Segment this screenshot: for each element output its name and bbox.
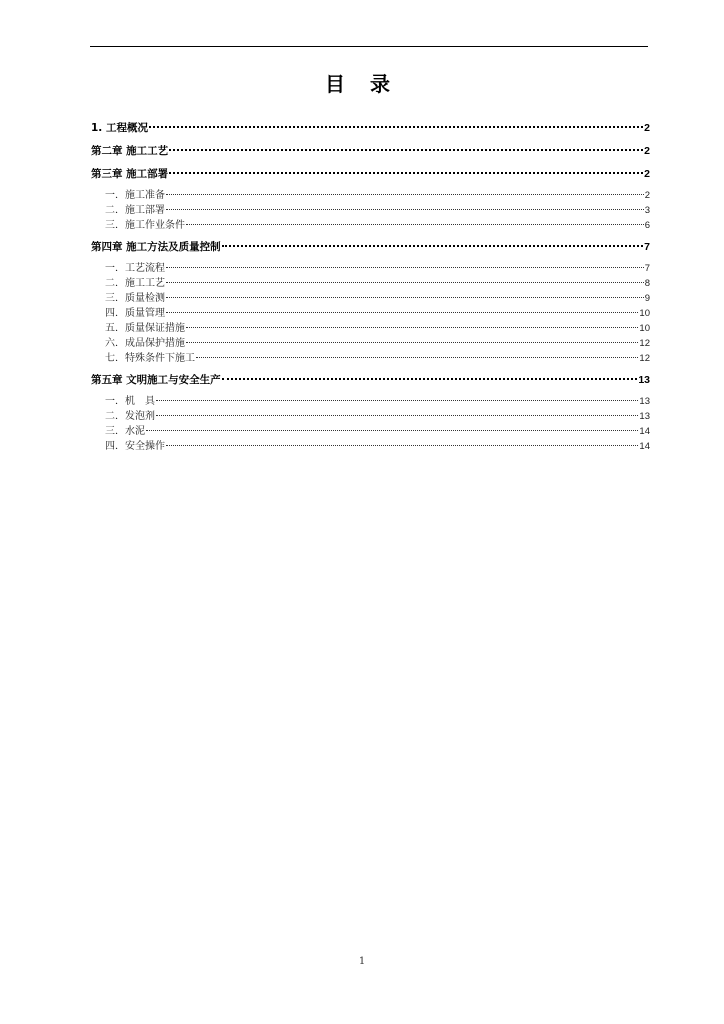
toc-entry-label: 1. 工程概况 — [91, 122, 148, 134]
toc-entry-page: 7 — [644, 241, 650, 253]
toc-section-entry[interactable] — [91, 409, 650, 424]
toc-section-entry[interactable] — [91, 276, 650, 291]
toc-dot-leader — [166, 312, 638, 313]
toc-dot-leader — [169, 149, 643, 151]
toc-dot-leader — [166, 445, 638, 446]
toc-entry-label: 第二章 施工工艺 — [91, 145, 169, 157]
table-of-contents — [91, 119, 650, 459]
toc-entry-page: 14 — [639, 426, 650, 437]
toc-chapter-entry[interactable] — [91, 165, 650, 183]
toc-chapter-entry[interactable] — [91, 119, 650, 137]
toc-dot-leader — [169, 172, 643, 174]
toc-dot-leader — [166, 209, 644, 210]
toc-entry-page: 14 — [639, 441, 650, 452]
toc-entry-label: 六．成品保护措施 — [105, 338, 185, 349]
toc-section-entry[interactable] — [91, 424, 650, 439]
toc-section-entry[interactable] — [91, 336, 650, 351]
toc-dot-leader — [146, 430, 638, 431]
toc-entry-page: 10 — [639, 323, 650, 334]
toc-entry-page: 12 — [639, 353, 650, 364]
toc-dot-leader — [156, 415, 638, 416]
toc-entry-label: 五．质量保证措施 — [105, 323, 185, 334]
toc-entry-label: 二．发泡剂 — [105, 411, 155, 422]
toc-entry-label: 二．施工部署 — [105, 205, 165, 216]
toc-entry-label: 二．施工工艺 — [105, 278, 165, 289]
toc-section-entry[interactable] — [91, 188, 650, 203]
toc-entry-label: 四．安全操作 — [105, 441, 165, 452]
toc-dot-leader — [222, 378, 638, 380]
toc-entry-page: 2 — [644, 145, 650, 157]
toc-dot-leader — [156, 400, 638, 401]
toc-dot-leader — [166, 282, 644, 283]
toc-entry-page: 3 — [644, 205, 650, 216]
toc-chapter-entry[interactable] — [91, 142, 650, 160]
toc-entry-label: 一．机 具 — [105, 396, 155, 407]
toc-entry-page: 2 — [644, 168, 650, 180]
toc-dot-leader — [166, 194, 644, 195]
toc-entry-label: 第三章 施工部署 — [91, 168, 169, 180]
toc-dot-leader — [222, 245, 644, 247]
toc-entry-label: 四．质量管理 — [105, 308, 165, 319]
toc-chapter-entry[interactable] — [91, 371, 650, 389]
toc-title: 目 录 — [325, 72, 399, 96]
toc-dot-leader — [186, 327, 638, 328]
toc-dot-leader — [166, 297, 644, 298]
toc-entry-label: 一．工艺流程 — [105, 263, 165, 274]
toc-section-entry[interactable] — [91, 261, 650, 276]
toc-section-entry[interactable] — [91, 203, 650, 218]
toc-entry-page: 2 — [644, 122, 650, 134]
toc-section-entry[interactable] — [91, 351, 650, 366]
toc-section-entry[interactable] — [91, 218, 650, 233]
toc-entry-label: 三．水泥 — [105, 426, 145, 437]
toc-section-entry[interactable] — [91, 306, 650, 321]
toc-entry-label: 三．质量检测 — [105, 293, 165, 304]
toc-entry-page: 12 — [639, 338, 650, 349]
toc-entry-label: 一．施工准备 — [105, 190, 165, 201]
toc-section-entry[interactable] — [91, 394, 650, 409]
toc-entry-page: 8 — [644, 278, 650, 289]
toc-entry-page: 2 — [644, 190, 650, 201]
toc-dot-leader — [186, 342, 638, 343]
toc-dot-leader — [196, 357, 638, 358]
toc-dot-leader — [186, 224, 644, 225]
toc-entry-page: 13 — [638, 374, 650, 386]
page-number: 1 — [358, 956, 366, 967]
toc-section-entry[interactable] — [91, 439, 650, 454]
toc-entry-label: 第四章 施工方法及质量控制 — [91, 241, 221, 253]
toc-entry-label: 第五章 文明施工与安全生产 — [91, 374, 221, 386]
header-rule — [90, 46, 648, 47]
toc-entry-page: 10 — [639, 308, 650, 319]
toc-dot-leader — [149, 126, 643, 128]
toc-entry-page: 6 — [644, 220, 650, 231]
toc-section-entry[interactable] — [91, 321, 650, 336]
toc-section-entry[interactable] — [91, 291, 650, 306]
toc-chapter-entry[interactable] — [91, 238, 650, 256]
toc-entry-page: 13 — [639, 411, 650, 422]
toc-entry-page: 7 — [644, 263, 650, 274]
toc-entry-page: 9 — [644, 293, 650, 304]
toc-entry-label: 三．施工作业条件 — [105, 220, 185, 231]
toc-entry-page: 13 — [639, 396, 650, 407]
toc-entry-label: 七．特殊条件下施工 — [105, 353, 195, 364]
toc-dot-leader — [166, 267, 644, 268]
